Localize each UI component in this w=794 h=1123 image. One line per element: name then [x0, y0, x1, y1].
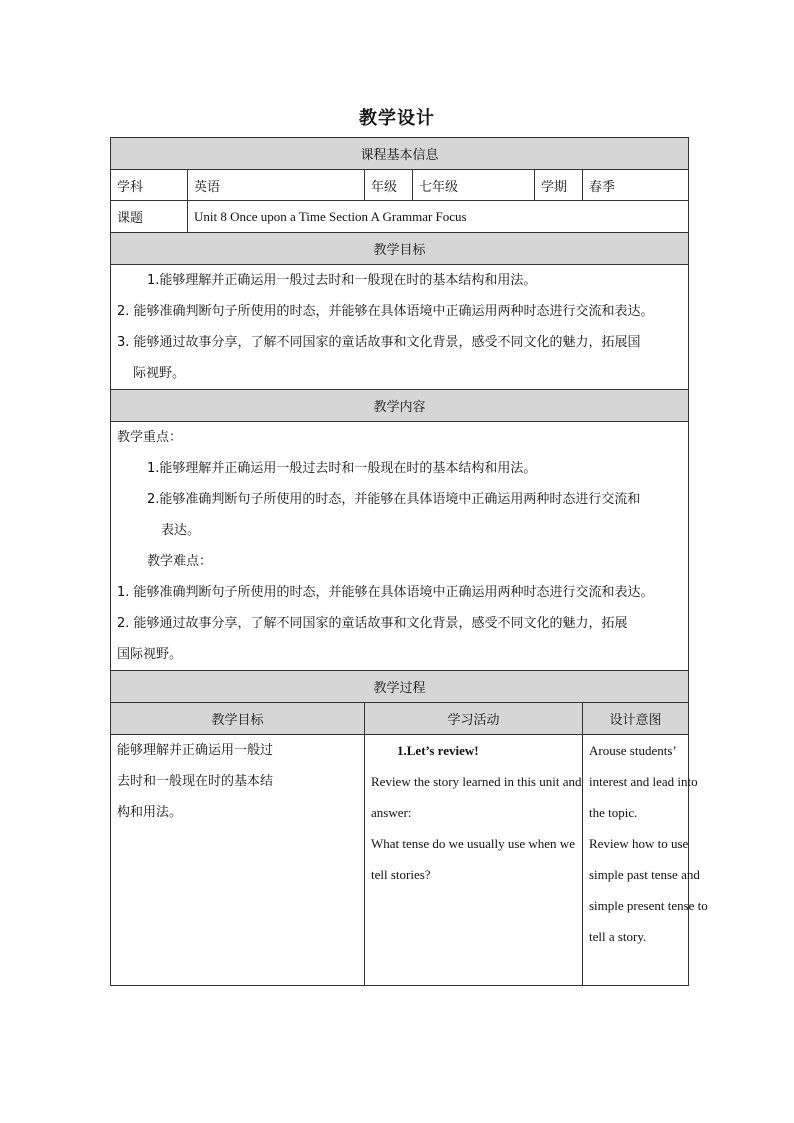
subject-value: 英语 — [188, 170, 365, 201]
key-point-line: 表达。 — [161, 523, 201, 538]
difficulty-line: 1. 能够准确判断句子所使用的时态，并能够在具体语境中正确运用两种时态进行交流和表达。 — [117, 585, 654, 600]
intent-line: interest and lead into — [589, 774, 698, 789]
grade-label: 年级 — [365, 170, 413, 201]
goal-line: 构和用法。 — [117, 805, 183, 820]
process-activity-cell — [365, 735, 583, 986]
objectives-header: 教学目标 — [111, 233, 689, 265]
document-title: 教学设计 — [359, 108, 435, 129]
difficulty-line: 2. 能够通过故事分享，了解不同国家的童话故事和文化背景，感受不同文化的魅力，拓展 — [117, 616, 628, 631]
process-col-activity: 学习活动 — [365, 703, 583, 735]
objective-line: 3. 能够通过故事分享，了解不同国家的童话故事和文化背景，感受不同文化的魅力，拓展国 — [117, 335, 641, 350]
objective-line: 1.能够理解并正确运用一般过去时和一般现在时的基本结构和用法。 — [147, 273, 537, 288]
key-points-label: 教学重点： — [117, 430, 183, 445]
objective-line: 2. 能够准确判断句子所使用的时态，并能够在具体语境中正确运用两种时态进行交流和表达。 — [117, 304, 654, 319]
activity-line: answer: — [371, 805, 412, 820]
process-goal-cell — [111, 735, 365, 986]
lesson-plan-table — [110, 137, 708, 986]
intent-line: Arouse students’ — [589, 743, 677, 758]
process-header: 教学过程 — [111, 671, 689, 703]
basic-info-header: 课程基本信息 — [111, 138, 689, 170]
activity-line: tell stories? — [371, 867, 431, 882]
goal-line: 能够理解并正确运用一般过 — [117, 743, 274, 758]
difficulty-label: 教学难点： — [147, 554, 213, 569]
goal-line: 去时和一般现在时的基本结 — [117, 774, 274, 789]
intent-line: simple present tense to — [589, 898, 708, 913]
subject-label: 学科 — [111, 170, 188, 201]
activity-heading: 1.Let’s review! — [397, 743, 479, 758]
intent-line: the topic. — [589, 805, 638, 820]
topic-value: Unit 8 Once upon a Time Section A Grammar Focus — [188, 201, 689, 233]
intent-line: tell a story. — [589, 929, 647, 944]
intent-line: simple past tense and — [589, 867, 700, 882]
content-header: 教学内容 — [111, 390, 689, 422]
topic-label: 课题 — [111, 201, 188, 233]
grade-value: 七年级 — [413, 170, 535, 201]
process-col-intent: 设计意图 — [583, 703, 689, 735]
objective-line: 际视野。 — [133, 366, 186, 381]
difficulty-line: 国际视野。 — [117, 647, 183, 662]
term-label: 学期 — [535, 170, 583, 201]
content-body — [111, 422, 689, 671]
intent-line: Review how to use — [589, 836, 689, 851]
activity-line: Review the story learned in this unit and — [371, 774, 582, 789]
process-intent-cell — [583, 735, 708, 986]
key-point-line: 2.能够准确判断句子所使用的时态，并能够在具体语境中正确运用两种时态进行交流和 — [147, 492, 641, 507]
process-col-goal: 教学目标 — [111, 703, 365, 735]
objectives-body — [111, 265, 689, 390]
term-value: 春季 — [583, 170, 689, 201]
key-point-line: 1.能够理解并正确运用一般过去时和一般现在时的基本结构和用法。 — [147, 461, 537, 476]
activity-line: What tense do we usually use when we — [371, 836, 575, 851]
